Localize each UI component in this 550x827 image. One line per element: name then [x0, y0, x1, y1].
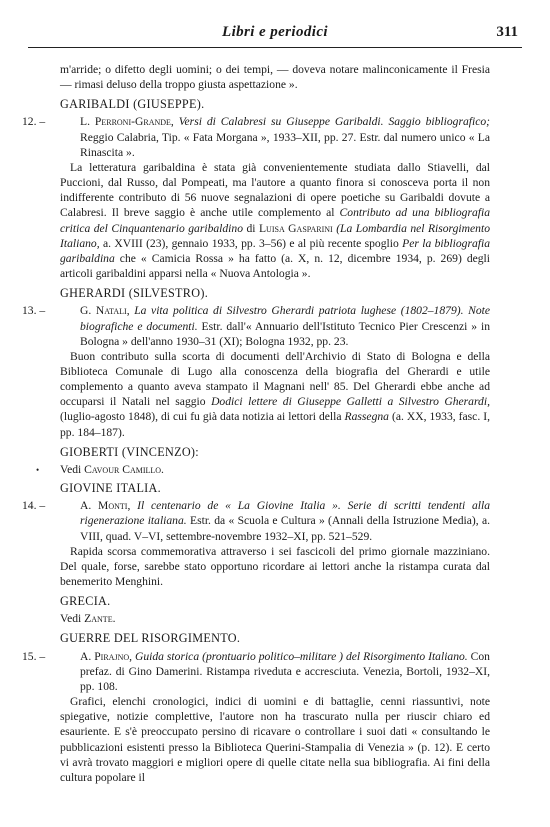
header-rule: [28, 47, 522, 48]
section-heading: GHERARDI (SILVESTRO).: [60, 286, 209, 301]
see-target: Cavour Camillo.: [84, 462, 164, 476]
entry-number: 14. –: [22, 499, 46, 513]
entry-publication: Reggio Calabria, Tip. « Fata Morgana », 1933–XII, pp. 27. Estr. dal numero unico « La Rinascita ».: [80, 130, 490, 159]
entry-publication: Estr. da « Scuola e Cultura » (Annali della Istruzione Media), a. VIII, quad. V–VI, settembre-novembre 1932–XI, pp. 521–529.: [80, 514, 490, 543]
running-header: [18, 6, 532, 46]
entry-review: [60, 694, 490, 785]
entry-citation: [80, 114, 490, 159]
review-text: Rapida scorsa commemorativa attraverso i sei fascicoli del primo giornale mazziniano. Del quale, forse, sarebbe stato opportuno ricordare ai lettori anche la ristampa curata dal benemerito Menghini.: [60, 544, 490, 588]
review-text: a. XVIII (23), gennaio 1933, pp. 3–56) e al più recente spoglio: [102, 236, 399, 250]
bibliography-entry: [22, 114, 490, 159]
entry-title: La vita politica di Silvestro Gherardi patriota lughese (1802–1879). Note biografiche e documenti.: [80, 304, 490, 333]
entry-review: [60, 160, 490, 281]
page-number: 311: [496, 24, 518, 40]
section-heading: GUERRE DEL RISORGIMENTO.: [60, 631, 241, 646]
entry-publication: Estr. dall'« Annuario dell'Istituto Tecnico Pier Crescenzi » in Bologna » dell'anno 1930–31 (XI); Bologna 1932, pp. 23.: [80, 319, 490, 348]
bibliography-entry: [22, 303, 490, 348]
entry-citation: [80, 498, 490, 543]
entry-number: 13. –: [22, 304, 46, 318]
review-text: di: [246, 221, 256, 235]
review-text: (luglio-agosto 1848), di cui fu già data notizia ai lettori della: [60, 410, 342, 424]
review-text: Buon contributo sulla scorta di documenti dell'Archivio di Stato di Bologna e della Biblioteca Comunale di Lugo alla conoscenza della biografia del Gherardi e utile complemento a quanto aveva stampato il Magnani nell' 85. Del Gherardi ebbe anche ad occuparsi il Natali nel saggio: [60, 349, 490, 409]
review-italic: Rassegna: [344, 410, 389, 424]
entry-review: [60, 544, 490, 589]
see-reference: [36, 462, 490, 477]
entry-author: L. Perroni-Grande,: [80, 115, 174, 129]
entry-review: [60, 349, 490, 440]
bibliography-entry: [22, 649, 490, 694]
entry-author: A. Monti,: [80, 499, 131, 513]
review-italic: Per la bibliografia garibaldina: [60, 236, 490, 265]
opening-paragraph: m'arride; o difetto degli uomini; o dei tempi, — doveva notare malinconicamente il Fresia — rimasi deluso della troppo giusta aspettazione ».: [60, 63, 490, 92]
see-prefix: Vedi: [60, 462, 82, 476]
section-heading: GIOBERTI (VINCENZO):: [60, 444, 199, 459]
review-text: (a. XX, 1933, fasc. I, pp. 184–187).: [60, 410, 490, 439]
entry-number: 12. –: [22, 115, 46, 129]
review-italic: (La Lombardia nel Risorgimento Italiano,: [60, 221, 490, 250]
page-body: [22, 62, 491, 785]
entry-title: Versi di Calabresi su Giuseppe Garibaldi. Saggio bibliografico;: [178, 115, 490, 129]
section-heading: GRECIA.: [60, 594, 111, 609]
see-target: Zante.: [84, 612, 116, 626]
review-text: che « Camicia Rossa » ha fatto (a. X, n. 12, dicembre 1934, p. 269) degli articoli garibaldini apparsi nella « Nuova Antologia ».: [60, 251, 491, 281]
entry-author: G. Natali,: [80, 304, 130, 318]
review-italic: Contributo ad una bibliografia critica del Cinquantenario garibaldino: [60, 206, 490, 235]
running-title: Libri e periodici: [222, 24, 328, 40]
section-heading: GIOVINE ITALIA.: [60, 481, 161, 496]
entry-citation: [80, 303, 490, 348]
entry-citation: [80, 649, 490, 694]
see-reference: [60, 611, 490, 626]
entry-publication: Con prefaz. di Gino Damerini. Ristampa riveduta e accresciuta. Venezia, Bortoli, 1932–XI, pp. 108.: [80, 649, 490, 693]
review-italic: Dodici lettere di Giuseppe Galletti a Silvestro Gherardi,: [211, 395, 490, 409]
bibliography-entry: [22, 498, 491, 543]
entry-title: Il centenario de « La Giovine Italia ». Serie di scritti tendenti alla rigenerazione italiana.: [80, 499, 491, 528]
review-text: Grafici, elenchi cronologici, indici di uomini e di battaglie, cenni riassuntivi, note spiegative, notizie complettive, l'autore non ha trascurato nulla per riuscir chiaro ed esauriente. E s'è preoccupato persino di ricavare o controllare i suoi dati « consultando le pubblicazioni esistenti presso la Biblioteca Querini-Stampalia di Venezia » (p. 12). E certo vi avrà trovato maggiori e migliori opere di quelle citate nella sua bibliografia. Ai fini della cultura popolare il: [60, 695, 490, 784]
entry-number: 15. –: [22, 649, 46, 663]
section-heading: GARIBALDI (GIUSEPPE).: [60, 97, 205, 112]
margin-mark: •: [36, 464, 40, 475]
entry-author: A. Pirajno,: [80, 649, 133, 663]
see-prefix: Vedi: [60, 612, 82, 626]
entry-title: Guida storica (prontuario politico–militare ) del Risorgimento Italiano.: [134, 649, 468, 663]
review-author: Luisa Gasparini: [258, 221, 333, 235]
review-text: La letteratura garibaldina è stata già convenientemente studiata dallo Stiavelli, dal Puccioni, dal Russo, dal Pompeati, ma l'autore a quanto finora si conosceva porta il non indifferente contributo di 56 nuove segnalazioni di opere poetiche su Garibaldi dovute a Calabresi. Il breve saggio è anche utile complemento al: [60, 160, 490, 220]
